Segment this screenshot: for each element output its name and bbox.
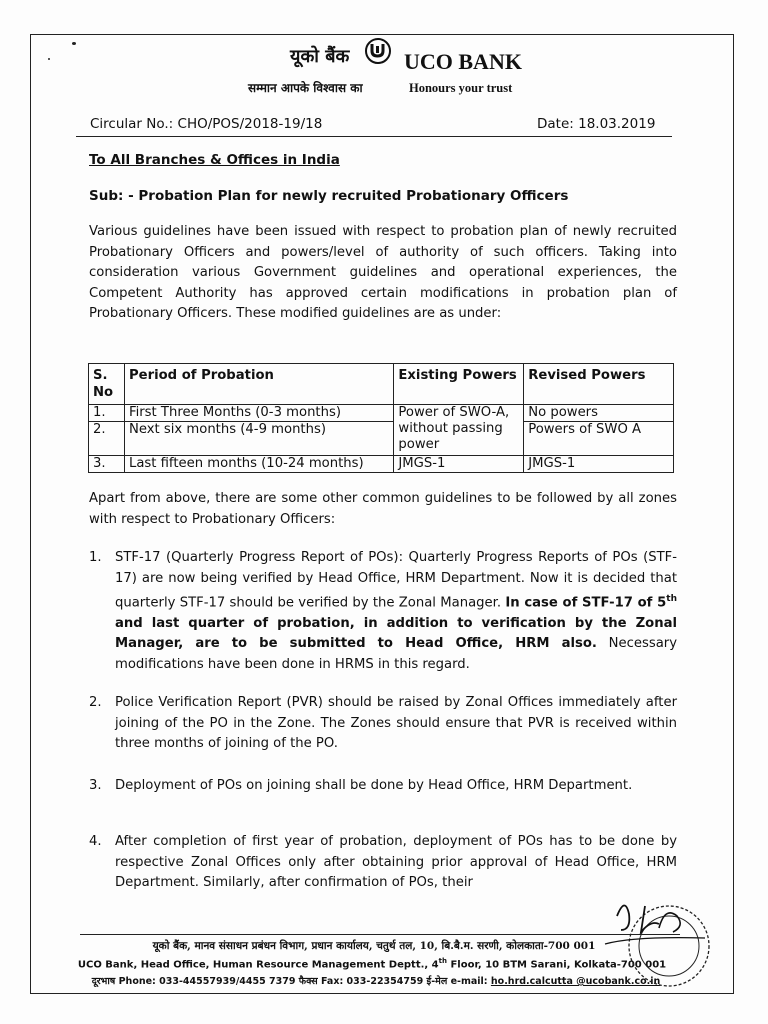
guideline-number: 3. [89,778,102,793]
footer-rule [80,934,680,935]
addressee: To All Branches & Offices in India [89,152,340,168]
table-header-row [89,364,674,405]
other-guidelines-intro: Apart from above, there are some other common guidelines to be followed by all zones with respect to Probationary Officers: [89,491,677,527]
guideline-text: Police Verification Report (PVR) should be raised by Zonal Offices immediately after joining of the PO in the Zone. The Zones should ensure that PVR is received within three months of joining of the PO. [115,695,677,751]
cell-period: Last fifteen months (10-24 months) [124,456,393,473]
probation-table [88,363,674,473]
cell-sno: 1. [89,405,125,422]
footer-address-sup: th [438,957,447,965]
bank-name-hindi: यूको बैंक [290,46,350,67]
guideline-bold-a: In case of STF-17 of 5 [505,595,667,611]
footer-address-b: Floor, 10 BTM Sarani, Kolkata-700 001 [446,959,667,971]
phone-number: Phone: 033-44557939/4455 7379 [118,976,296,987]
cell-revised: Powers of SWO A [524,422,674,456]
cell-period: First Three Months (0-3 months) [124,405,393,422]
circular-date: Date: 18.03.2019 [537,116,656,132]
cell-revised: JMGS-1 [524,456,674,473]
header-existing: Existing Powers [394,364,524,405]
cell-sno: 3. [89,456,125,473]
cell-revised: No powers [524,405,674,422]
guideline-item [89,548,677,675]
office-stamp-signature [595,886,717,996]
email-prefix: e-mail: [450,976,488,987]
table-row [89,456,674,473]
intro-paragraph: Various guidelines have been issued with respect to probation plan of newly recruited Probationary Officers and powers/level of authority of such officers. Taking into consideration various Government guidelines and operational experiences, the Competent Authority has approved certain modifications in probation plan of Probationary Officers. These modified guidelines are as under: [89,224,677,321]
guideline-number: 4. [89,834,102,849]
header-revised: Revised Powers [524,364,674,405]
circular-number: Circular No.: CHO/POS/2018-19/18 [90,116,323,132]
guideline-text-plain: STF-17 (Quarterly Progress Report of POs): Quarterly Progress Reports of POs (STF-17) are now being verified by Head Office, HRM Department. Now it is decided that quarterly STF-17 should be verified by the Zonal Manager. [115,550,677,611]
fax-label-hindi: फैक्स [298,976,318,987]
speck-mark [72,42,76,45]
header-sno: S. No [89,364,125,405]
speck-mark [48,58,50,60]
guideline-bold-sup: th [666,594,677,604]
guideline-number: 1. [89,550,102,565]
guideline-number: 2. [89,695,102,710]
guideline-item [89,693,677,755]
tagline: Honours your trust [409,81,513,95]
bank-name: UCO BANK [404,49,522,74]
uco-logo [365,38,391,64]
fax-number: Fax: 033-22354759 [320,976,424,987]
guideline-text: Deployment of POs on joining shall be done by Head Office, HRM Department. [115,778,633,793]
subject: Sub: - Probation Plan for newly recruited Probationary Officers [89,188,569,204]
cell-sno: 2. [89,422,125,456]
guideline-item [89,776,677,797]
guideline-text: After completion of first year of probation, deployment of POs has to be done by respective Zonal Offices only after obtaining prior approval of Head Office, HRM Department. Similarly, after confirmation of POs, their [115,834,677,890]
guideline-text-tail: Necessary modifications have been done in HRMS in this regard. [115,636,677,672]
footer-hindi-address: यूको बैंक, मानव संसाधन प्रबंधन विभाग, प्रधान कार्यालय, चतुर्थ तल, 10, बि.बै.म. सरणी, कोलकाता-700 001 [152,940,596,952]
table-row [89,422,674,456]
email-link[interactable]: ho.hrd.calcutta @ucobank.co.in [490,976,661,987]
table-row [89,405,674,422]
footer-address-a: UCO Bank, Head Office, Human Resource Management Deptt., 4 [77,959,439,971]
guideline-item [89,832,677,894]
header-rule [76,136,672,137]
cell-period: Next six months (4-9 months) [124,422,393,456]
email-label-hindi: ई-मेल [426,976,448,987]
phone-label-hindi: दूरभाष [91,976,116,987]
cell-existing-merged: Power of SWO-A, without passing power [394,405,524,456]
cell-existing: JMGS-1 [394,456,524,473]
guideline-text [115,548,677,675]
header-period: Period of Probation [124,364,393,405]
tagline-hindi: सम्मान आपके विश्वास का [248,81,363,95]
guideline-bold-b: and last quarter of probation, in addition to verification by the Zonal Manager, are to be submitted to Head Office, HRM also. [115,615,677,652]
